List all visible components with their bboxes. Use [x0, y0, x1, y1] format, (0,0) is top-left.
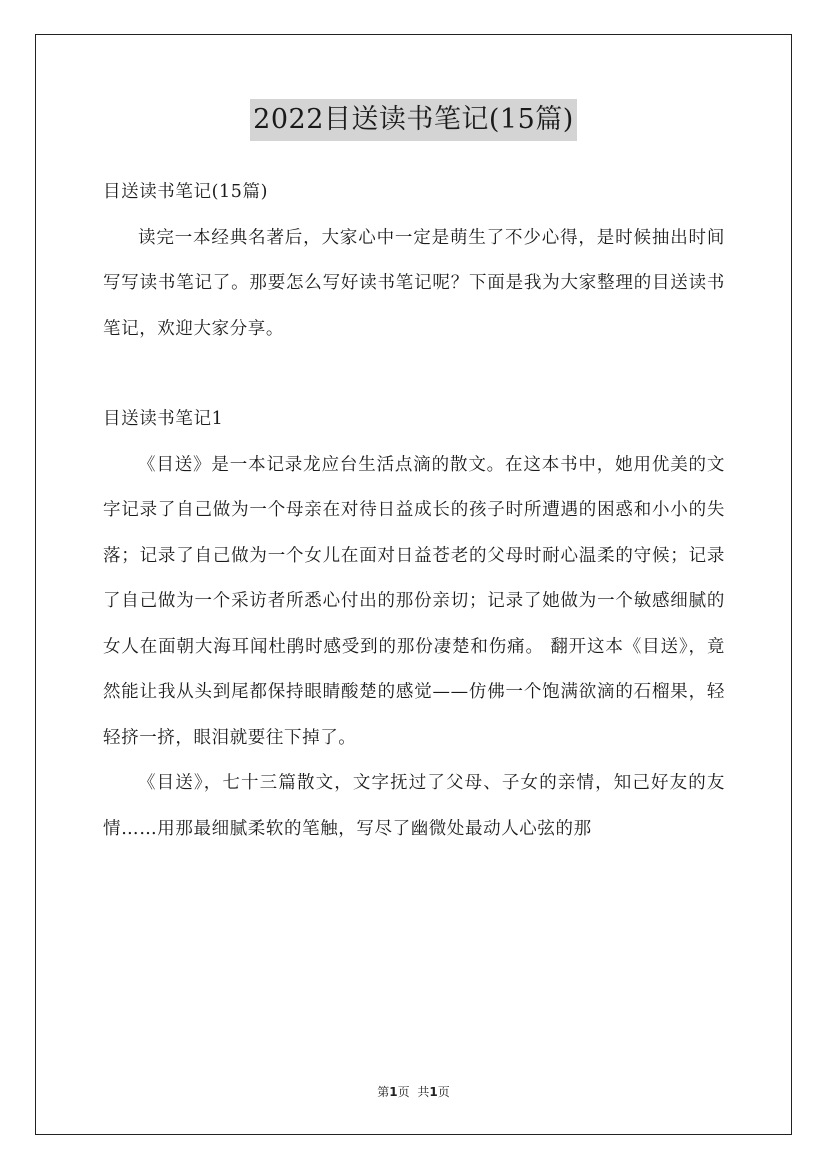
- title-container: [0, 99, 827, 141]
- document-body: [103, 170, 725, 852]
- subtitle: 目送读书笔记(15篇): [103, 182, 269, 202]
- total-pages: 1: [429, 1085, 438, 1099]
- intro-paragraph: 读完一本经典名著后，大家心中一定是萌生了不少心得，是时候抽出时间写写读书笔记了。那要怎么写好读书笔记呢？下面是我为大家整理的目送读书笔记，欢迎大家分享。: [103, 227, 725, 339]
- page-suffix: 页: [397, 1085, 410, 1099]
- total-suffix: 页: [437, 1085, 450, 1099]
- document-title: 2022目送读书笔记(15篇): [250, 99, 577, 141]
- body-paragraph-1: 《目送》是一本记录龙应台生活点滴的散文。在这本书中，她用优美的文字记录了自己做为一个母亲在对待日益成长的孩子时所遭遇的困惑和小小的失落；记录了自己做为一个女儿在面对日益苍老的父母时耐心温柔的守候；记录了自己做为一个采访者所悉心付出的那份亲切；记录了她做为一个敏感细腻的女人在面朝大海耳闻杜鹃时感受到的那份凄楚和伤痛。 翻开这本《目送》，竟然能让我从头到尾都保持眼睛酸楚的感觉——仿佛一个饱满欲滴的石榴果，轻轻挤一挤，眼泪就要往下掉了。: [103, 454, 725, 748]
- page-footer: [0, 1083, 827, 1100]
- total-prefix: 共: [417, 1085, 430, 1099]
- body-paragraph-2: 《目送》，七十三篇散文，文字抚过了父母、子女的亲情，知己好友的友情……用那最细腻柔软的笔触，写尽了幽微处最动人心弦的那: [103, 773, 725, 839]
- section-spacer: [103, 352, 725, 397]
- page-number: 1: [389, 1085, 398, 1099]
- page-prefix: 第: [377, 1085, 390, 1099]
- section-heading: 目送读书笔记1: [103, 409, 224, 429]
